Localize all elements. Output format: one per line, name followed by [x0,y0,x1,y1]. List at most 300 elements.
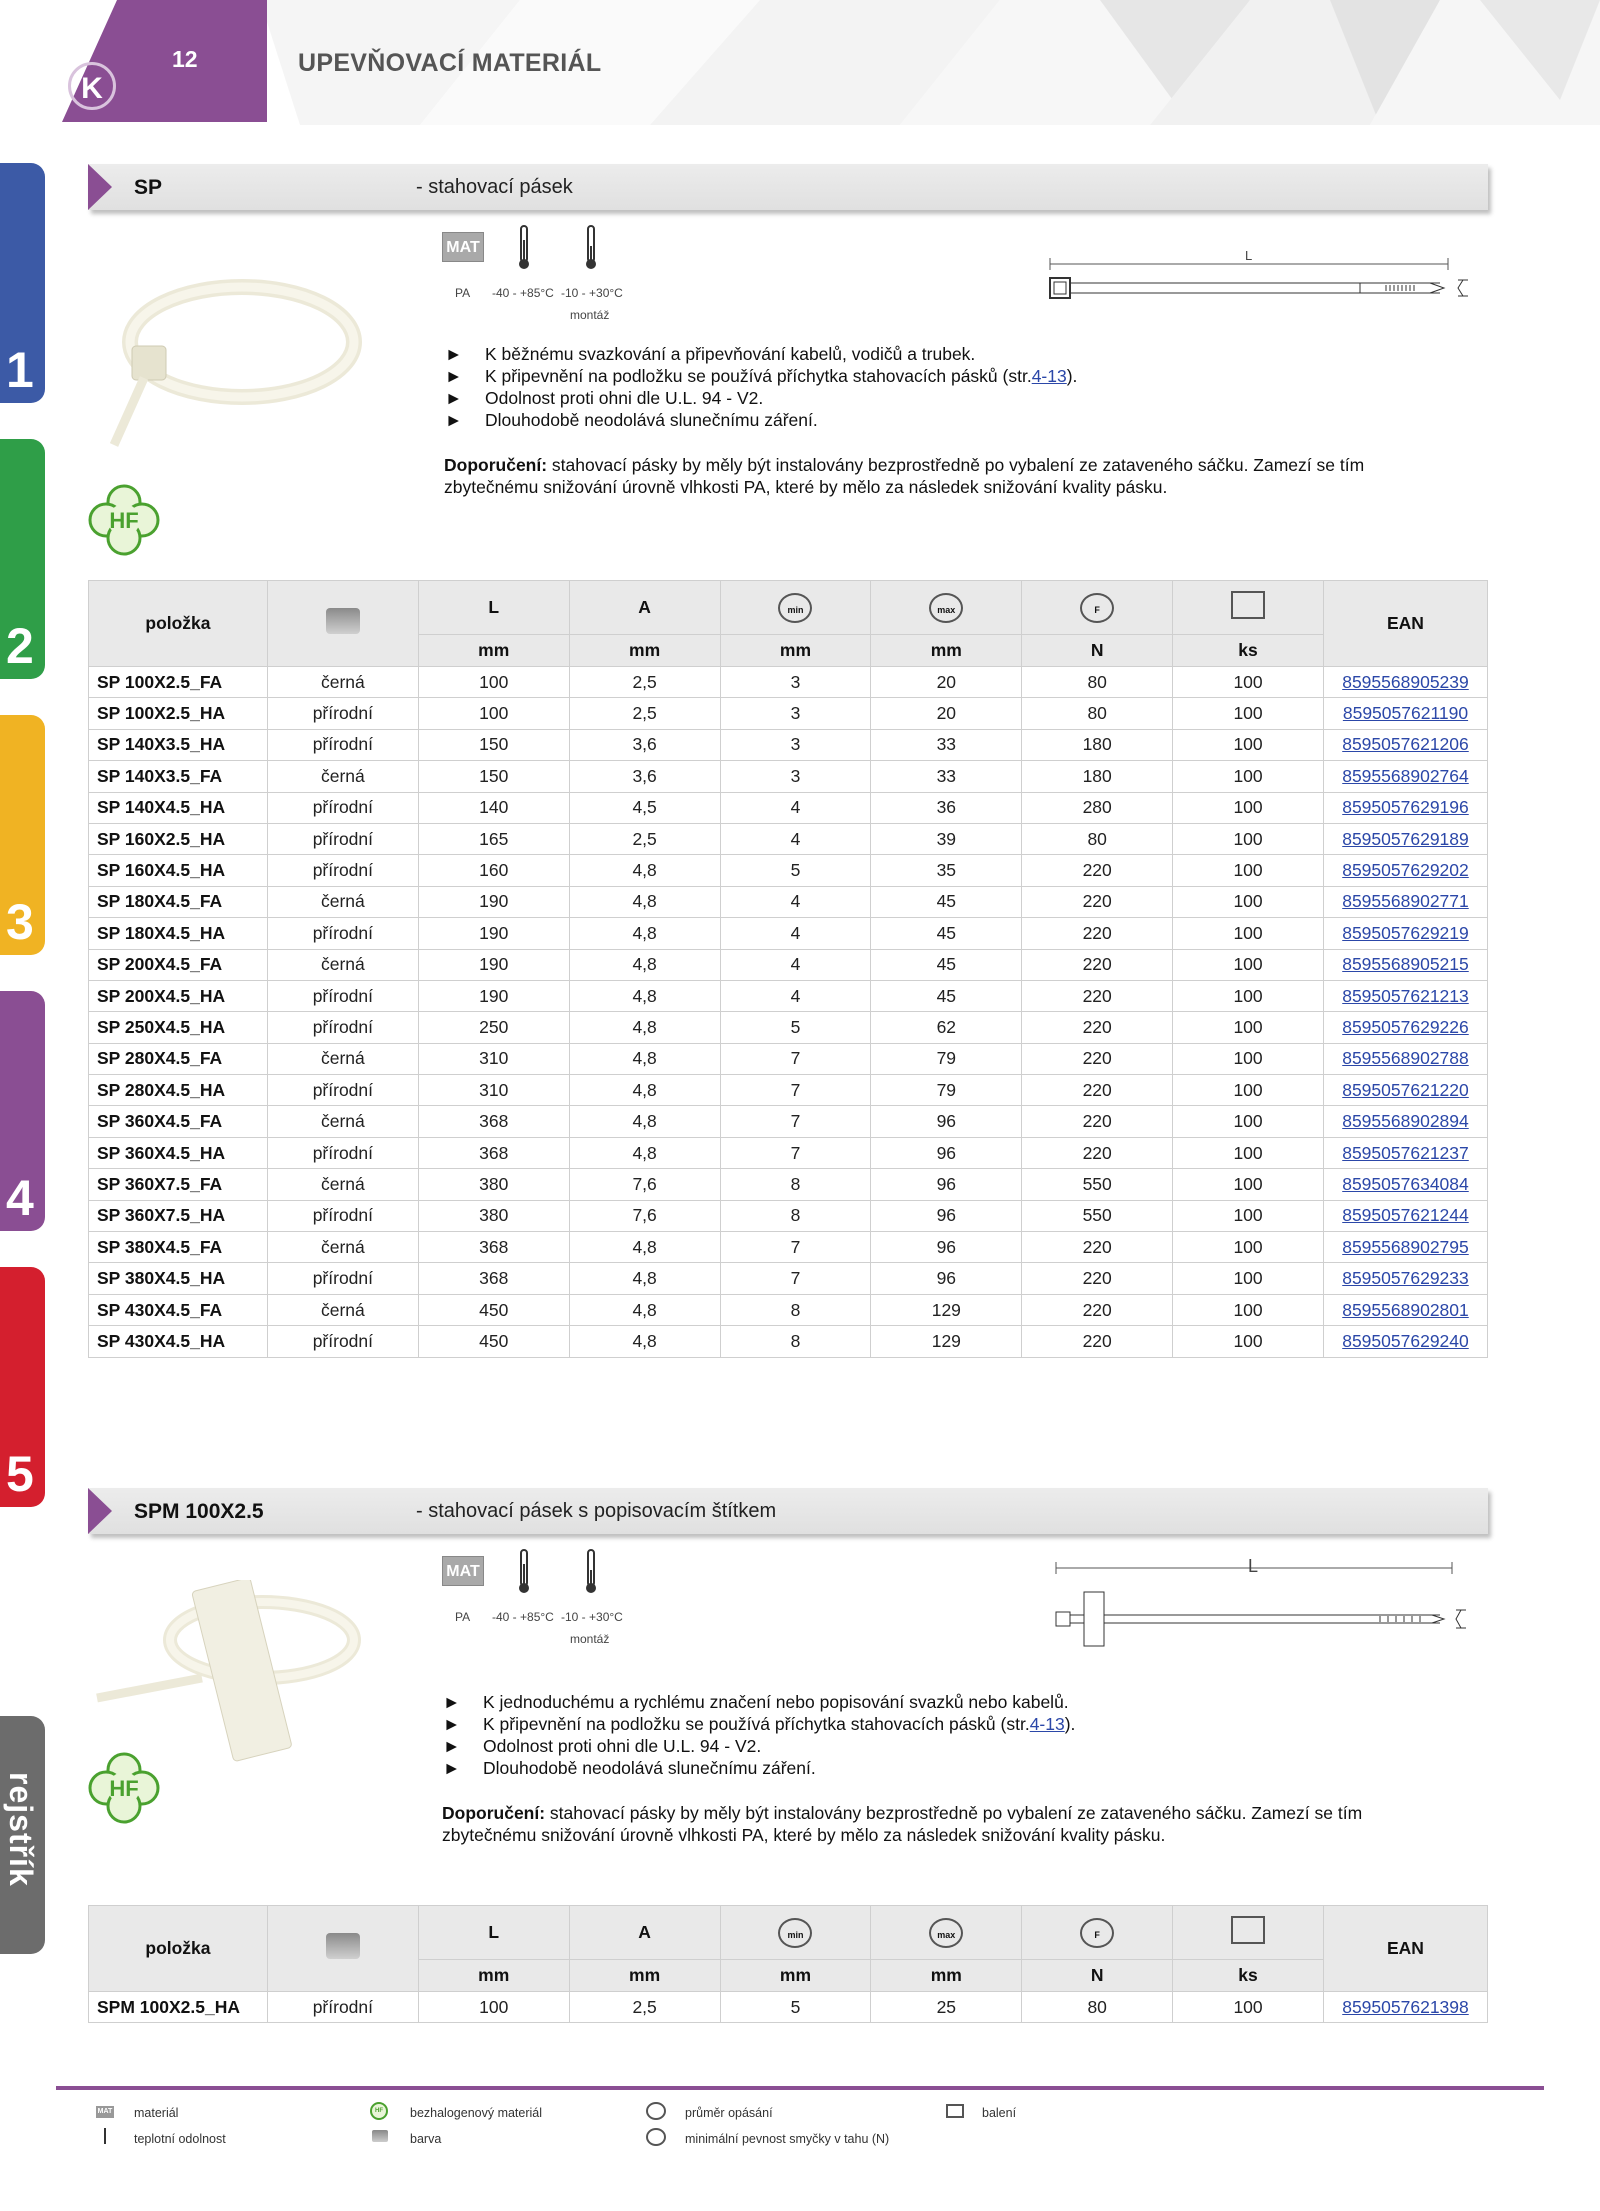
length-cell: 450 [418,1294,569,1325]
unit-label: mm [418,1960,569,1992]
temperature-range: -40 - +85°C [492,286,554,300]
list-item [445,409,1077,431]
item-code-cell: SP 100X2.5_FA [89,667,268,698]
table-row [89,1992,1488,2023]
package-qty-cell: 100 [1173,1106,1324,1137]
strength-cell: 80 [1022,667,1173,698]
bullet-arrow-icon: ► [443,1736,461,1756]
material-legend-icon: MAT [96,2106,114,2118]
package-qty-cell: 100 [1173,918,1324,949]
ean-code-cell[interactable]: 8595057621190 [1323,698,1487,729]
item-code-cell: SP 200X4.5_FA [89,949,268,980]
package-qty-cell: 100 [1173,792,1324,823]
bullet-arrow-icon: ► [445,388,463,408]
color-cell: přírodní [267,918,418,949]
table-row [89,1137,1488,1168]
strength-legend-icon [646,2128,666,2146]
strength-cell: 280 [1022,792,1173,823]
legend-material: materiál [134,2106,179,2120]
color-legend-icon [372,2130,388,2142]
table-row [89,667,1488,698]
page-reference-link[interactable]: 4-13 [1029,1714,1065,1734]
package-qty-cell: 100 [1173,823,1324,854]
length-cell: 100 [418,667,569,698]
length-cell: 190 [418,949,569,980]
table-row [89,1169,1488,1200]
unit-label: mm [569,635,720,667]
side-tab-2[interactable] [0,439,45,679]
unit-label: N [1022,1960,1173,1992]
width-cell: 4,8 [569,1263,720,1294]
item-code-cell: SP 380X4.5_FA [89,1232,268,1263]
unit-label: N [1022,635,1173,667]
marker-cable-tie-drawing [1040,1558,1480,1648]
width-cell: 2,5 [569,823,720,854]
table-row [89,949,1488,980]
ean-code-cell[interactable]: 8595057621220 [1323,1075,1487,1106]
item-code-cell: SP 430X4.5_FA [89,1294,268,1325]
legend-diameter: průměr opásání [685,2106,773,2120]
strength-cell: 80 [1022,823,1173,854]
recommendation-text: stahovací pásky by měly být instalovány bezprostředně po vybalení ze zataveného sáčku. Zamezí se tím zbytečnému snižování úrovně vlhkosti PA, které by mělo za následek snižování kvality pásku. [442,1803,1363,1845]
column-header-length: L [418,1906,569,1960]
package-qty-cell: 100 [1173,1263,1324,1294]
product-table-sp [88,580,1488,1358]
package-qty-cell: 100 [1173,1232,1324,1263]
footer-divider [56,2086,1544,2090]
thermometer-icon [518,224,530,272]
legend-strength: minimální pevnost smyčky v tahu (N) [685,2132,890,2146]
side-tab-index[interactable] [0,1716,45,1954]
min-diameter-cell: 4 [720,949,871,980]
min-diameter-cell: 8 [720,1169,871,1200]
width-cell: 4,5 [569,792,720,823]
min-diameter-cell: 7 [720,1043,871,1074]
package-qty-cell: 100 [1173,949,1324,980]
temperature-range: -40 - +85°C [492,1610,554,1624]
ean-code-cell[interactable]: 8595057629226 [1323,1012,1487,1043]
installation-temperature: -10 - +30°C [561,286,623,300]
installation-temperature: -10 - +30°C [561,1610,623,1624]
package-qty-cell: 100 [1173,886,1324,917]
max-diameter-cell: 62 [871,1012,1022,1043]
min-diameter-cell: 8 [720,1294,871,1325]
min-diameter-cell: 4 [720,792,871,823]
bullet-arrow-icon: ► [445,366,463,386]
item-code-cell: SP 200X4.5_HA [89,980,268,1011]
table-row [89,1075,1488,1106]
max-diameter-cell: 39 [871,823,1022,854]
item-code-cell: SP 140X3.5_FA [89,761,268,792]
section-code: SP [134,176,163,199]
installation-label: montáž [570,308,610,322]
max-diameter-cell: 96 [871,1106,1022,1137]
length-cell: 150 [418,729,569,760]
column-header-min-diameter [720,581,871,635]
column-header-item: položka [89,1906,268,1992]
max-diameter-cell: 20 [871,698,1022,729]
dimension-label: L [1245,248,1253,263]
ean-code-cell[interactable]: 8595568905239 [1323,667,1487,698]
strength-cell: 220 [1022,1075,1173,1106]
max-diameter-cell: 96 [871,1137,1022,1168]
min-diameter-cell: 3 [720,667,871,698]
list-item-text: Dlouhodobě neodolává slunečnímu záření. [483,1758,816,1778]
width-cell: 2,5 [569,1992,720,2023]
min-diameter-cell: 3 [720,729,871,760]
min-diameter-cell: 4 [720,918,871,949]
color-cell: černá [267,667,418,698]
max-diameter-cell: 35 [871,855,1022,886]
max-diameter-cell: 33 [871,761,1022,792]
package-qty-cell: 100 [1173,1169,1324,1200]
width-cell: 4,8 [569,1043,720,1074]
ean-code-cell[interactable]: 8595568902771 [1323,886,1487,917]
table-row [89,1200,1488,1231]
bullet-arrow-icon: ► [445,410,463,430]
width-cell: 4,8 [569,1012,720,1043]
width-cell: 4,8 [569,980,720,1011]
width-cell: 7,6 [569,1200,720,1231]
side-tab-label: 1 [6,342,34,398]
table-row [89,980,1488,1011]
list-item-text: ). [1066,366,1078,386]
ean-code-cell[interactable]: 8595568902795 [1323,1232,1487,1263]
ean-code-cell[interactable]: 8595057621244 [1323,1200,1487,1231]
item-code-cell: SPM 100X2.5_HA [89,1992,268,2023]
min-diameter-cell: 7 [720,1106,871,1137]
unit-label: mm [871,1960,1022,1992]
table-row [89,1012,1488,1043]
color-cell: přírodní [267,1326,418,1357]
max-diameter-icon: max [929,593,963,623]
strength-cell: 80 [1022,698,1173,729]
max-diameter-cell: 25 [871,1992,1022,2023]
strength-cell: 220 [1022,1263,1173,1294]
page-title: UPEVŇOVACÍ MATERIÁL [298,49,602,77]
color-cell: přírodní [267,1200,418,1231]
max-diameter-cell: 45 [871,980,1022,1011]
list-item [443,1713,1075,1735]
ean-code-cell[interactable]: 8595057629189 [1323,823,1487,854]
table-row [89,1232,1488,1263]
length-cell: 368 [418,1232,569,1263]
color-cell: přírodní [267,729,418,760]
strength-cell: 80 [1022,1992,1173,2023]
unit-label: ks [1173,1960,1324,1992]
package-qty-cell: 100 [1173,761,1324,792]
list-item-text: Odolnost proti ohni dle U.L. 94 - V2. [483,1736,762,1756]
table-row [89,918,1488,949]
strength-cell: 180 [1022,761,1173,792]
side-tab-label: rejstřík [3,1772,39,1887]
max-diameter-cell: 129 [871,1294,1022,1325]
table-row [89,729,1488,760]
unit-label: mm [720,1960,871,1992]
package-qty-cell: 100 [1173,980,1324,1011]
section-header-sp [88,164,1488,210]
item-code-cell: SP 360X4.5_FA [89,1106,268,1137]
length-cell: 100 [418,1992,569,2023]
width-cell: 7,6 [569,1169,720,1200]
strength-cell: 220 [1022,1043,1173,1074]
box-legend-icon [946,2104,964,2118]
item-code-cell: SP 280X4.5_FA [89,1043,268,1074]
min-diameter-cell: 5 [720,1992,871,2023]
width-cell: 4,8 [569,886,720,917]
column-header-color [267,581,418,667]
list-item-text: K běžnému svazkování a připevňování kabelů, vodičů a trubek. [485,344,976,364]
ean-code-cell[interactable]: 8595057621237 [1323,1137,1487,1168]
side-tab-1[interactable] [0,163,45,403]
ean-code-cell[interactable]: 8595057629240 [1323,1326,1487,1357]
package-qty-cell: 100 [1173,667,1324,698]
table-row [89,823,1488,854]
list-item [445,387,1077,409]
legend-color: barva [410,2132,442,2146]
package-qty-cell: 100 [1173,1043,1324,1074]
ean-code-cell[interactable]: 8595057634084 [1323,1169,1487,1200]
width-cell: 3,6 [569,761,720,792]
column-header-packaging [1173,1906,1324,1960]
list-item [445,343,1077,365]
max-diameter-cell: 33 [871,729,1022,760]
halogen-free-legend-icon: HF [370,2102,388,2120]
list-item-text: ). [1064,1714,1076,1734]
item-code-cell: SP 250X4.5_HA [89,1012,268,1043]
color-cell: černá [267,949,418,980]
package-qty-cell: 100 [1173,698,1324,729]
item-code-cell: SP 280X4.5_HA [89,1075,268,1106]
section-description: - stahovací pásek s popisovacím štítkem [416,1500,777,1522]
strength-cell: 550 [1022,1169,1173,1200]
ean-code-cell[interactable]: 8595568902894 [1323,1106,1487,1137]
item-code-cell: SP 360X4.5_HA [89,1137,268,1168]
table-row [89,761,1488,792]
ean-code-cell[interactable]: 8595057629233 [1323,1263,1487,1294]
tensile-strength-icon: F [1080,593,1114,623]
material-value: PA [455,286,471,300]
width-cell: 3,6 [569,729,720,760]
width-cell: 4,8 [569,1294,720,1325]
column-header-strength [1022,1906,1173,1960]
color-cell: černá [267,1106,418,1137]
halogen-free-icon [88,484,160,556]
ean-code-cell[interactable]: 8595568902788 [1323,1043,1487,1074]
color-cell: přírodní [267,698,418,729]
column-header-item: položka [89,581,268,667]
min-diameter-cell: 8 [720,1200,871,1231]
item-code-cell: SP 160X2.5_HA [89,823,268,854]
package-qty-cell: 100 [1173,1075,1324,1106]
ean-code-cell[interactable]: 8595057629196 [1323,792,1487,823]
length-cell: 380 [418,1169,569,1200]
page-reference-link[interactable]: 4-13 [1031,366,1067,386]
legend-temperature: teplotní odolnost [134,2132,226,2146]
bullet-arrow-icon: ► [443,1692,461,1712]
thermometer-icon [518,1548,530,1596]
strength-cell: 220 [1022,1232,1173,1263]
page-number: 12 [172,46,198,72]
package-qty-cell: 100 [1173,729,1324,760]
tensile-strength-icon: F [1080,1918,1114,1948]
length-cell: 368 [418,1263,569,1294]
length-cell: 310 [418,1043,569,1074]
package-qty-cell: 100 [1173,855,1324,886]
strength-cell: 220 [1022,1012,1173,1043]
length-cell: 160 [418,855,569,886]
max-diameter-cell: 45 [871,918,1022,949]
max-diameter-cell: 96 [871,1263,1022,1294]
unit-label: mm [569,1960,720,1992]
color-icon [326,608,360,634]
max-diameter-cell: 79 [871,1075,1022,1106]
item-code-cell: SP 430X4.5_HA [89,1326,268,1357]
recommendation-label: Doporučení: [444,455,548,475]
list-item-text: Dlouhodobě neodolává slunečnímu záření. [485,410,818,430]
material-value: PA [455,1610,471,1624]
list-item [443,1757,1075,1779]
feature-list [445,343,1077,431]
min-diameter-cell: 3 [720,761,871,792]
width-cell: 4,8 [569,1106,720,1137]
table-row [89,1263,1488,1294]
bullet-arrow-icon: ► [443,1714,461,1734]
ean-code-cell[interactable]: 8595057621206 [1323,729,1487,760]
ean-code-cell[interactable]: 8595568905215 [1323,949,1487,980]
length-cell: 100 [418,698,569,729]
color-cell: přírodní [267,980,418,1011]
ean-code-cell[interactable]: 8595057629219 [1323,918,1487,949]
table-row [89,792,1488,823]
max-diameter-cell: 96 [871,1200,1022,1231]
product-table-spm [88,1905,1488,2023]
side-tab-5[interactable] [0,1267,45,1507]
min-diameter-cell: 5 [720,1012,871,1043]
strength-cell: 220 [1022,886,1173,917]
installation-label: montáž [570,1632,610,1646]
width-cell: 2,5 [569,667,720,698]
legend-halogen-free: bezhalogenový materiál [410,2106,543,2120]
list-item [443,1691,1075,1713]
strength-cell: 220 [1022,1326,1173,1357]
diameter-legend-icon [646,2102,666,2120]
length-cell: 368 [418,1106,569,1137]
length-cell: 190 [418,980,569,1011]
item-code-cell: SP 180X4.5_HA [89,918,268,949]
strength-cell: 220 [1022,1294,1173,1325]
side-tab-label: 4 [6,1170,34,1226]
length-cell: 250 [418,1012,569,1043]
strength-cell: 220 [1022,918,1173,949]
section-header-spm [88,1488,1488,1534]
width-cell: 4,8 [569,1137,720,1168]
strength-cell: 220 [1022,855,1173,886]
color-cell: přírodní [267,1263,418,1294]
column-header-max-diameter [871,1906,1022,1960]
bullet-arrow-icon: ► [443,1758,461,1778]
color-cell: přírodní [267,1012,418,1043]
length-cell: 150 [418,761,569,792]
unit-label: mm [720,635,871,667]
length-cell: 140 [418,792,569,823]
width-cell: 2,5 [569,698,720,729]
recommendation-text: stahovací pásky by měly být instalovány bezprostředně po vybalení ze zataveného sáčku. Zamezí se tím zbytečnému snižování úrovně vlhkosti PA, které by mělo za následek snižování kvality pásku. [444,455,1365,497]
ean-code-cell[interactable]: 8595057621398 [1323,1992,1487,2023]
unit-label: ks [1173,635,1324,667]
package-qty-cell: 100 [1173,1137,1324,1168]
item-code-cell: SP 180X4.5_FA [89,886,268,917]
width-cell: 4,8 [569,1075,720,1106]
max-diameter-cell: 45 [871,886,1022,917]
ean-code-cell[interactable]: 8595568902764 [1323,761,1487,792]
strength-cell: 550 [1022,1200,1173,1231]
package-qty-cell: 100 [1173,1326,1324,1357]
item-code-cell: SP 140X3.5_HA [89,729,268,760]
min-diameter-cell: 4 [720,823,871,854]
min-diameter-cell: 7 [720,1232,871,1263]
column-header-length: L [418,581,569,635]
width-cell: 4,8 [569,1326,720,1357]
length-cell: 190 [418,918,569,949]
max-diameter-cell: 36 [871,792,1022,823]
color-cell: přírodní [267,1075,418,1106]
max-diameter-cell: 129 [871,1326,1022,1357]
thermometer-icon [585,1548,597,1596]
min-diameter-icon: min [778,593,812,623]
min-diameter-icon: min [778,1918,812,1948]
thermometer-legend-icon [104,2128,106,2144]
ean-code-cell[interactable]: 8595568902801 [1323,1294,1487,1325]
color-cell: přírodní [267,1992,418,2023]
material-icon: MAT [442,232,484,262]
column-header-width: A [569,1906,720,1960]
max-diameter-cell: 96 [871,1232,1022,1263]
side-tab-label: 5 [6,1446,34,1502]
color-cell: černá [267,1232,418,1263]
box-icon [1231,591,1265,619]
max-diameter-icon: max [929,1918,963,1948]
min-diameter-cell: 4 [720,980,871,1011]
item-code-cell: SP 100X2.5_HA [89,698,268,729]
column-header-ean: EAN [1323,581,1487,667]
table-row [89,855,1488,886]
box-icon [1231,1916,1265,1944]
color-cell: černá [267,886,418,917]
feature-list [443,1691,1075,1779]
color-cell: přírodní [267,792,418,823]
hf-label: HF [109,1776,139,1801]
marker-cable-tie-photo [92,1580,362,1770]
ean-code-cell[interactable]: 8595057629202 [1323,855,1487,886]
color-cell: přírodní [267,1137,418,1168]
color-cell: přírodní [267,855,418,886]
hf-label: HF [109,508,139,533]
side-tab-3[interactable] [0,715,45,955]
min-diameter-cell: 5 [720,855,871,886]
section-description: - stahovací pásek [416,176,573,198]
ean-code-cell[interactable]: 8595057621213 [1323,980,1487,1011]
side-tab-4[interactable] [0,991,45,1231]
table-row [89,1106,1488,1137]
list-item-text: K připevnění na podložku se používá příchytka stahovacích pásků (str. [485,366,1032,386]
cable-tie-drawing [1040,246,1480,306]
cable-tie-photo [92,260,362,450]
max-diameter-cell: 45 [871,949,1022,980]
color-cell: černá [267,1043,418,1074]
min-diameter-cell: 8 [720,1326,871,1357]
side-tab-label: 3 [6,894,34,950]
